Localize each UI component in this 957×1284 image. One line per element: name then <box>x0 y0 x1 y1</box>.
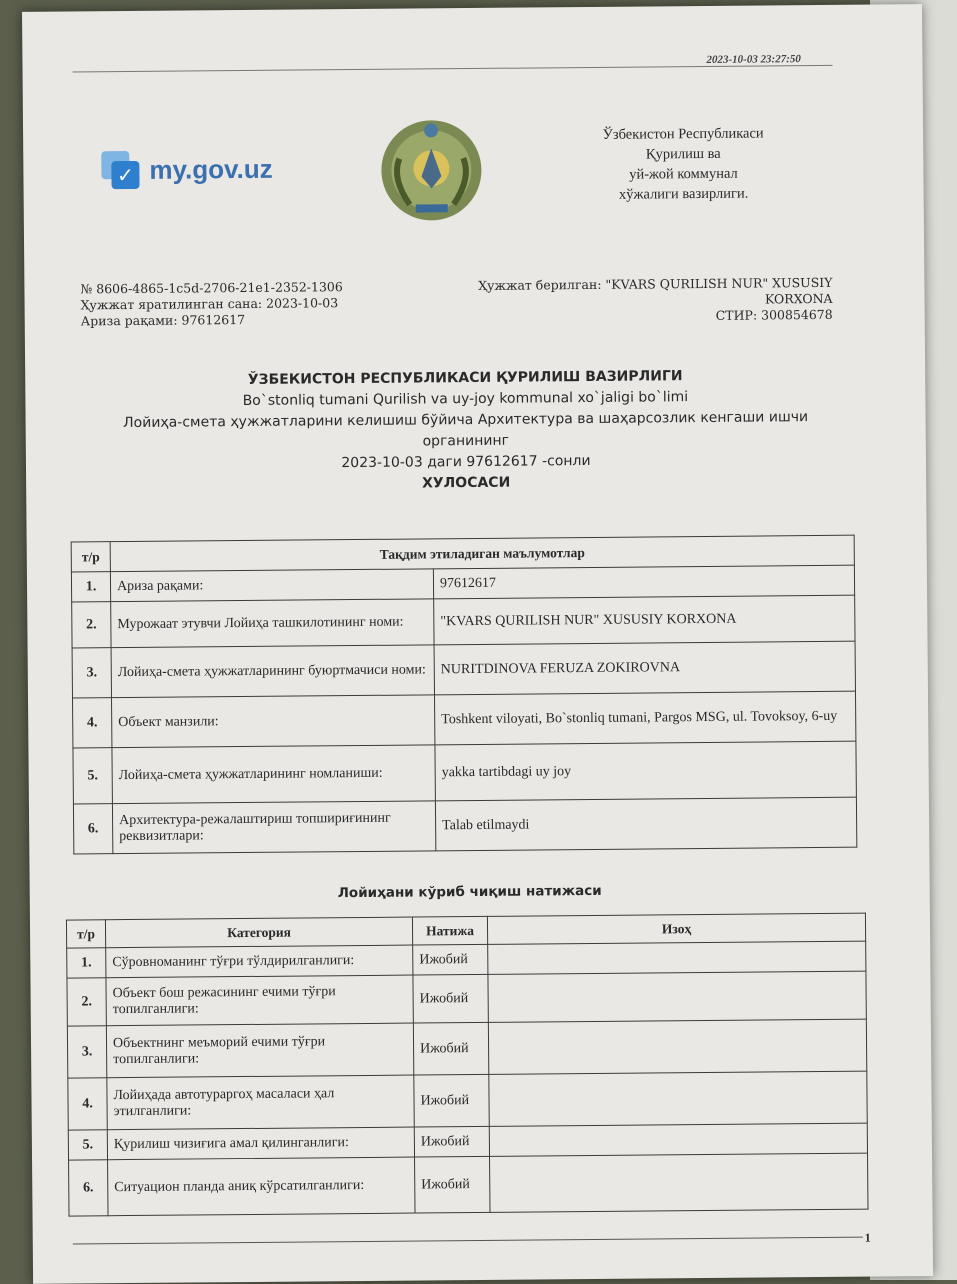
row-category: Сўровноманинг тўғри тўлдирилганлиги: <box>106 945 413 978</box>
ministry-line-4: хўжалиги вазирлиги. <box>618 185 749 203</box>
row-number: 5. <box>68 1130 107 1160</box>
row-category: Қурилиш чизиғига амал қилинганлиги: <box>107 1127 414 1160</box>
row-value: yakka tartibdagi uy joy <box>435 741 856 801</box>
table-row <box>72 595 855 648</box>
table1-header-title: Тақдим этиладиган маълумотлар <box>110 535 854 571</box>
row-note <box>489 1123 867 1156</box>
document-meta-right <box>464 275 832 326</box>
row-value: Toshkent viloyati, Bo`stonliq tumani, Pargos MSG, ul. Tovoksoy, 6-uy <box>434 691 855 745</box>
row-label: Лойиҳа-смета ҳужжатларининг буюртмачиси номи: <box>111 645 434 698</box>
table1-header-num: т/р <box>71 542 110 572</box>
row-result: Ижобий <box>413 944 488 975</box>
table-row <box>69 1153 868 1216</box>
row-result: Ижобий <box>415 1156 490 1213</box>
review-results-title: Лойиҳани кўриб чиқиш натижаси <box>337 882 602 902</box>
heading-conclusion: ХУЛОСАСИ <box>421 474 511 492</box>
row-number: 1. <box>67 948 106 978</box>
row-note <box>488 941 866 974</box>
issued-to-cont: KORXONA <box>764 290 833 307</box>
row-value: Talab etilmaydi <box>435 797 856 851</box>
row-label: Мурожаат этувчи Лойиҳа ташкилотининг номи: <box>111 599 434 648</box>
row-category: Лойиҳада автотураргоҳ масаласи ҳал этилганлиги: <box>107 1075 414 1130</box>
row-number: 3. <box>72 648 111 698</box>
document-number: № 8606-4865-1c5d-2706-21e1-2352-1306 <box>80 279 343 297</box>
checkmark-icon: ✓ <box>101 151 139 189</box>
table2-header-category: Категория <box>105 917 412 948</box>
row-result: Ижобий <box>413 1022 488 1075</box>
ministry-line-2: Қурилиш ва <box>645 145 721 163</box>
mygov-logo <box>101 150 273 189</box>
table2-header-num: т/р <box>66 920 105 948</box>
row-number: 5. <box>73 748 112 804</box>
table-row <box>73 741 856 804</box>
heading-council: Лойиҳа-смета ҳужжатларини келишиш бўйича Архитектура ва шаҳарсозлик кенгаши ишчи <box>123 409 809 432</box>
row-number: 4. <box>73 698 112 748</box>
created-date: Ҳужжат яратилинган сана: 2023-10-03 <box>80 295 339 313</box>
row-label: Лойиҳа-смета ҳужжатларининг номланиши: <box>112 745 435 804</box>
issued-to: Ҳужжат берилган: "KVARS QURILISH NUR" XUSUSIY <box>478 274 833 293</box>
ministry-block <box>583 123 784 205</box>
row-note <box>488 971 866 1022</box>
heading-council-cont: органининг <box>422 432 510 450</box>
ministry-line-3: уй-жой коммунал <box>629 165 738 183</box>
row-number: 2. <box>72 602 111 648</box>
table2-header-result: Натижа <box>412 916 487 945</box>
row-note <box>490 1153 868 1212</box>
row-number: 1. <box>71 572 110 602</box>
table-row <box>67 1019 866 1078</box>
row-category: Объектнинг меъморий ечими тўғри топилганлиги: <box>106 1023 413 1078</box>
row-result: Ижобий <box>414 1074 489 1127</box>
row-value: "KVARS QURILISH NUR" XUSUSIY KORXONA <box>434 595 855 645</box>
table-row <box>72 641 855 698</box>
row-note <box>488 1019 866 1074</box>
heading-date-number: 2023-10-03 даги 97612617 -сонли <box>341 452 591 472</box>
row-number: 3. <box>67 1026 106 1078</box>
row-number: 6. <box>69 1160 108 1216</box>
row-note <box>489 1071 867 1126</box>
document-heading <box>85 365 846 498</box>
document-page <box>22 4 933 1284</box>
table2-header-note: Изоҳ <box>487 913 865 944</box>
state-emblem-icon <box>379 118 484 223</box>
row-result: Ижобий <box>413 974 488 1023</box>
row-result: Ижобий <box>414 1126 489 1157</box>
page-number: 1 <box>864 1230 871 1245</box>
submitted-info-table <box>71 535 858 855</box>
ministry-line-1: Ўзбекистон Республикаси <box>602 125 764 143</box>
table-row <box>73 691 856 748</box>
row-number: 2. <box>67 978 106 1026</box>
row-label: Объект манзили: <box>112 695 435 748</box>
row-number: 6. <box>73 804 112 854</box>
row-category: Ситуацион планда аниқ кўрсатилганлиги: <box>108 1157 415 1216</box>
row-number: 4. <box>68 1078 107 1130</box>
stir-number: СТИР: 300854678 <box>715 306 833 323</box>
heading-ministry: ЎЗБЕКИСТОН РЕСПУБЛИКАСИ ҚУРИЛИШ ВАЗИРЛИГИ <box>247 368 683 388</box>
bottom-divider <box>73 1237 863 1245</box>
row-value: 97612617 <box>433 565 854 599</box>
table-row <box>68 1071 867 1130</box>
row-category: Объект бош режасининг ечими тўғри топилганлиги: <box>106 975 413 1026</box>
table-row <box>67 971 866 1026</box>
review-results-table <box>66 913 869 1217</box>
top-divider <box>73 65 833 73</box>
document-meta-left <box>80 279 343 329</box>
application-number: Ариза рақами: 97612617 <box>80 311 246 329</box>
logo-text: my.gov.uz <box>149 153 273 185</box>
row-label: Ариза рақами: <box>110 569 433 602</box>
print-timestamp: 2023-10-03 23:27:50 <box>706 53 801 66</box>
row-value: NURITDINOVA FERUZA ZOKIROVNA <box>434 641 855 695</box>
row-label: Архитектура-режалаштириш топшириғининг реквизитлари: <box>112 801 435 854</box>
heading-department: Bo`stonliq tumani Qurilish va uy-joy kommunal xo`jaligi bo`limi <box>242 389 689 410</box>
table-row <box>73 797 856 854</box>
